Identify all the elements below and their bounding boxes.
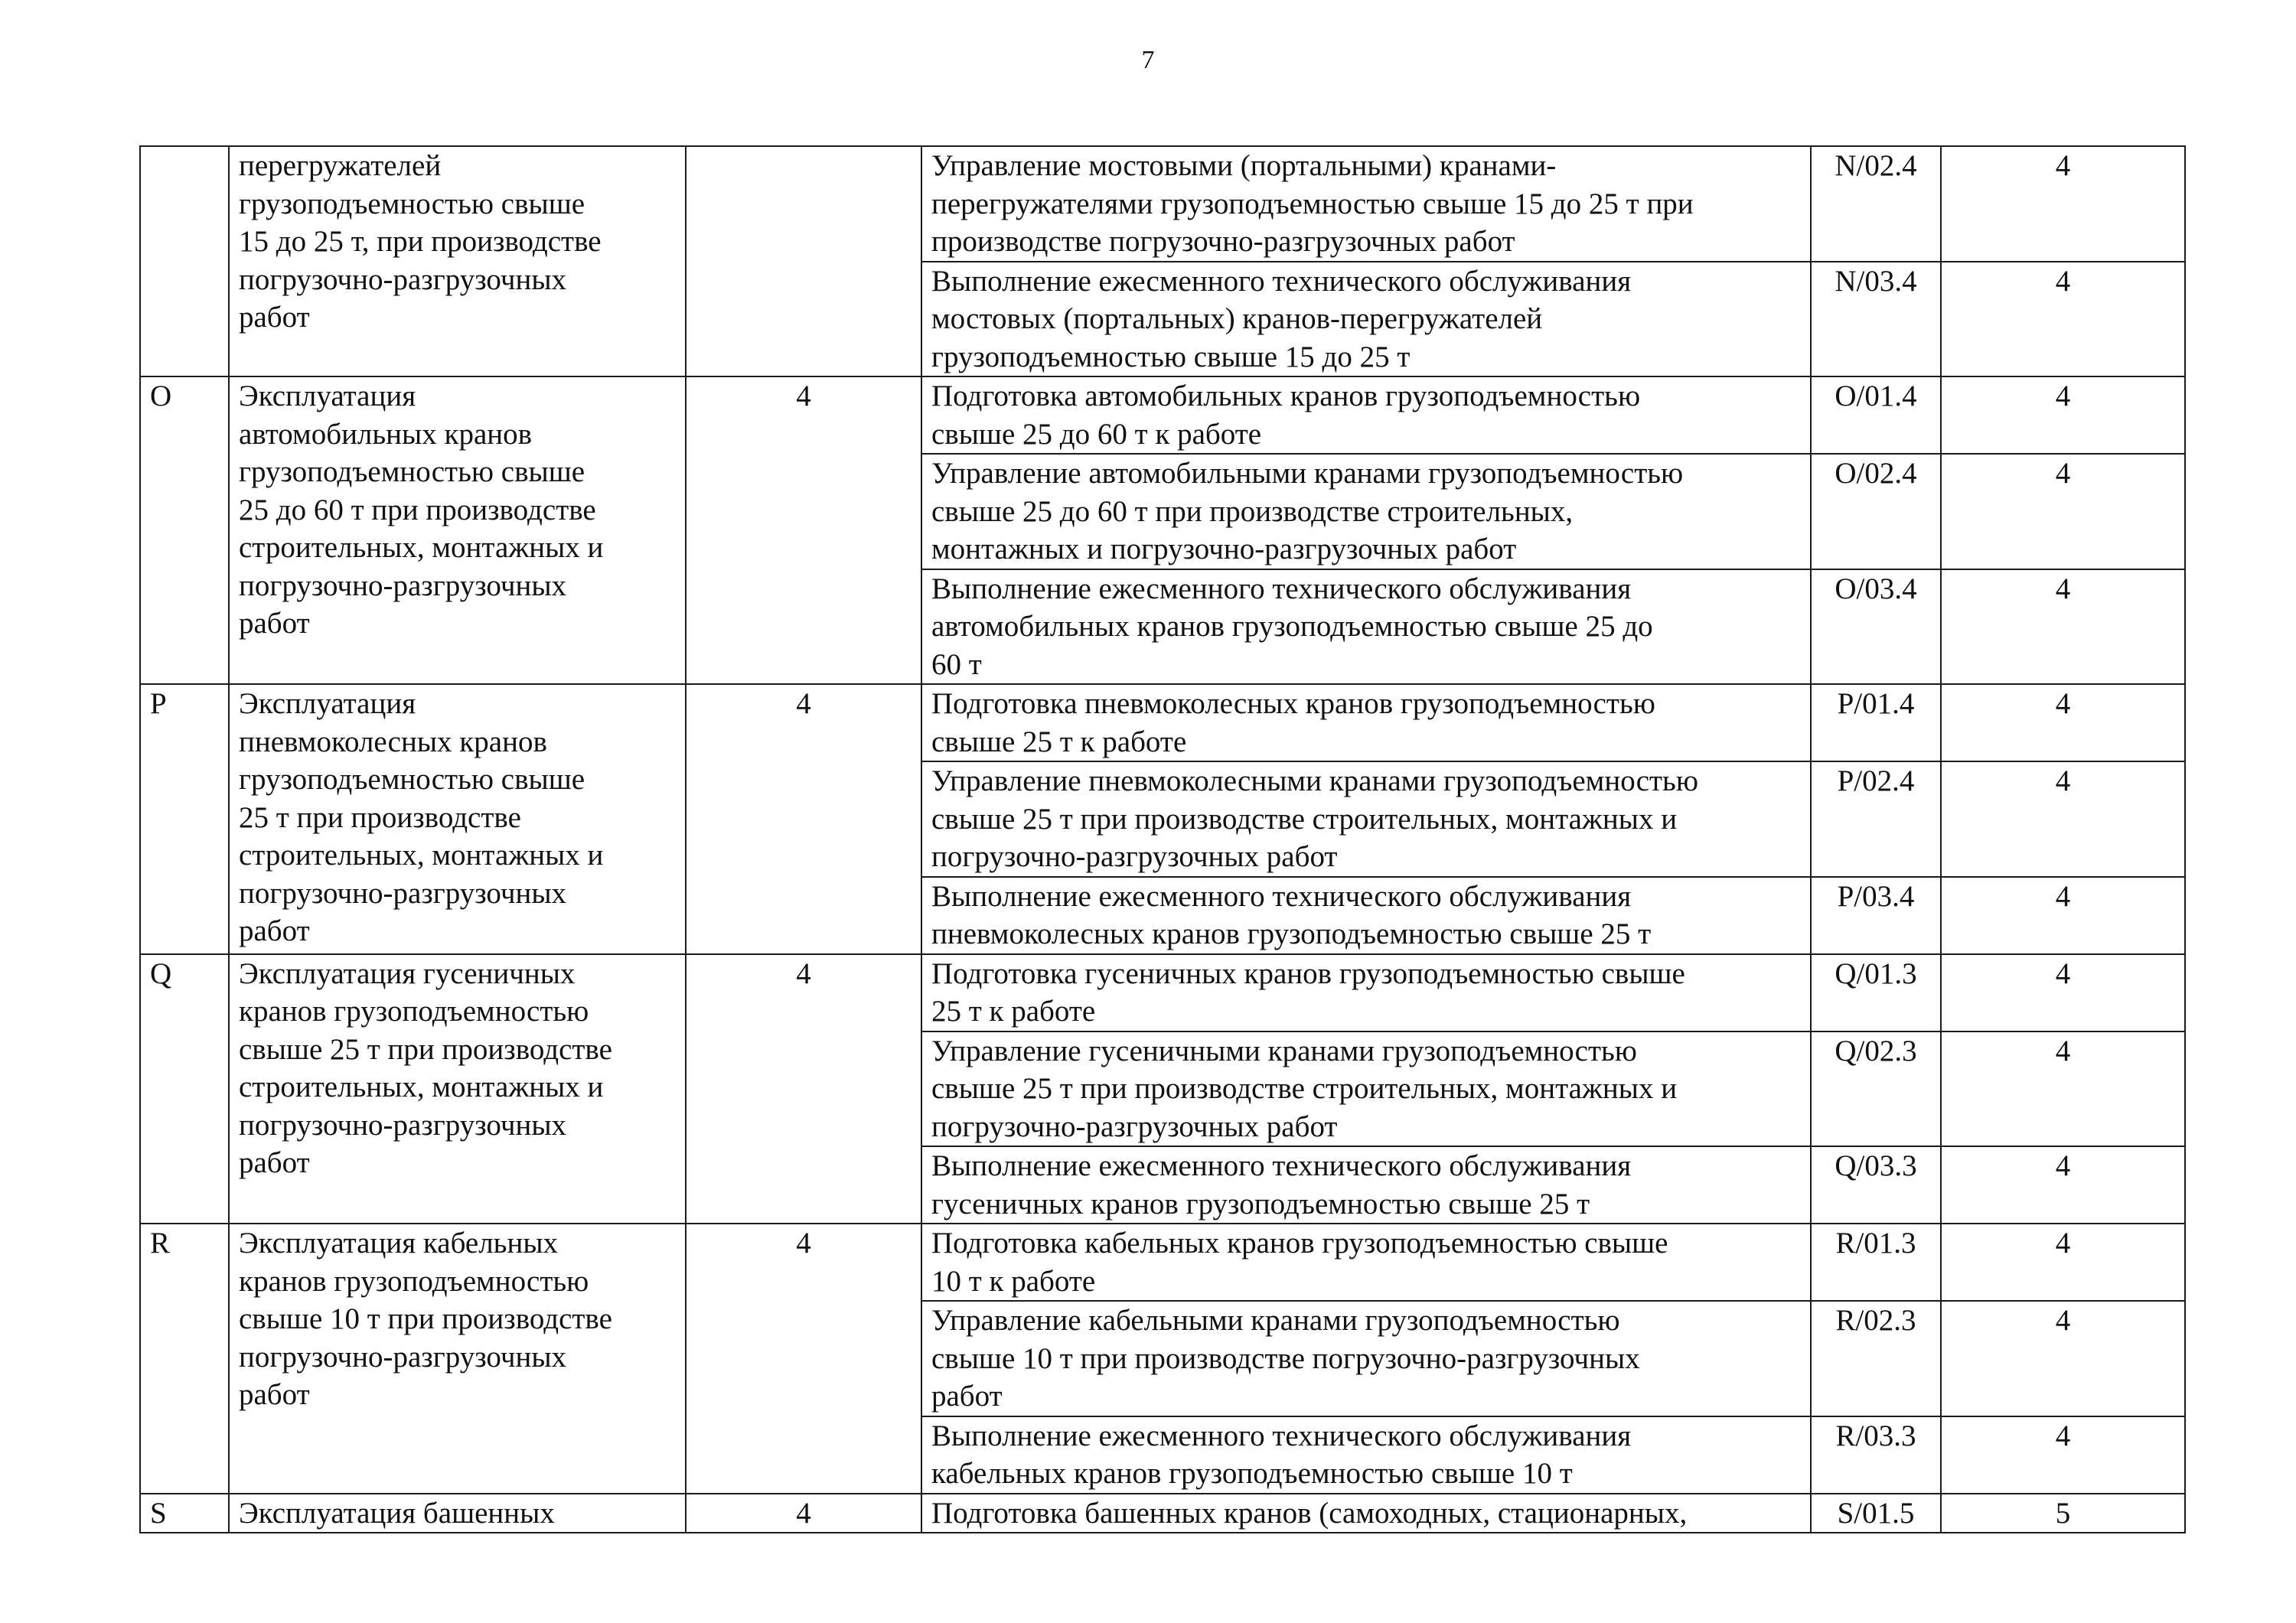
labor-function-code: Q/01.3 xyxy=(1811,954,1941,1031)
generalized-function-name: Эксплуатация башенных xyxy=(229,1494,686,1533)
labor-function-code: P/03.4 xyxy=(1811,877,1941,954)
table-row xyxy=(140,1224,2185,1301)
labor-function-name: Выполнение ежесменного технического обслуживания кабельных кранов грузоподъемностью свыше 10 т xyxy=(921,1416,1811,1494)
qualification-level: 4 xyxy=(686,376,921,684)
labor-function-name: Подготовка башенных кранов (самоходных, стационарных, xyxy=(921,1494,1811,1533)
generalized-function-name: Эксплуатация пневмоколесных кранов грузоподъемностью свыше 25 т при производстве строительных, монтажных и погрузочно-разгрузочных работ xyxy=(229,684,686,954)
labor-function-code: S/01.5 xyxy=(1811,1494,1941,1533)
labor-function-name: Управление мостовыми (портальными) кранами- перегружателями грузоподъемностью свыше 15 до 25 т при производстве погрузочно-разгрузочных работ xyxy=(921,146,1811,262)
generalized-function-code: S xyxy=(140,1494,229,1533)
generalized-function-code xyxy=(140,146,229,376)
sublevel-qualification: 4 xyxy=(1941,454,2185,569)
labor-function-name: Управление гусеничными кранами грузоподъемностью свыше 25 т при производстве строительных, монтажных и погрузочно-разгрузочных работ xyxy=(921,1031,1811,1147)
labor-function-code: R/03.3 xyxy=(1811,1416,1941,1494)
table-row xyxy=(140,954,2185,1031)
labor-function-name: Управление автомобильными кранами грузоподъемностью свыше 25 до 60 т при производстве строительных, монтажных и погрузочно-разгрузочных работ xyxy=(921,454,1811,569)
table-row xyxy=(140,684,2185,761)
labor-function-name: Выполнение ежесменного технического обслуживания автомобильных кранов грузоподъемностью свыше 25 до 60 т xyxy=(921,569,1811,685)
sublevel-qualification: 4 xyxy=(1941,1146,2185,1224)
generalized-function-name: Эксплуатация кабельных кранов грузоподъемностью свыше 10 т при производстве погрузочно-разгрузочных работ xyxy=(229,1224,686,1494)
labor-function-code: N/03.4 xyxy=(1811,262,1941,377)
labor-function-name: Подготовка автомобильных кранов грузоподъемностью свыше 25 до 60 т к работе xyxy=(921,376,1811,454)
table-row xyxy=(140,146,2185,262)
labor-function-name: Подготовка гусеничных кранов грузоподъемностью свыше 25 т к работе xyxy=(921,954,1811,1031)
qualification-level: 4 xyxy=(686,684,921,954)
sublevel-qualification: 4 xyxy=(1941,877,2185,954)
labor-function-name: Выполнение ежесменного технического обслуживания пневмоколесных кранов грузоподъемностью свыше 25 т xyxy=(921,877,1811,954)
labor-function-code: Q/02.3 xyxy=(1811,1031,1941,1147)
sublevel-qualification: 4 xyxy=(1941,146,2185,262)
generalized-function-code: R xyxy=(140,1224,229,1494)
labor-function-name: Управление кабельными кранами грузоподъемностью свыше 10 т при производстве погрузочно-разгрузочных работ xyxy=(921,1301,1811,1416)
table-row xyxy=(140,376,2185,454)
qualification-level: 4 xyxy=(686,1494,921,1533)
qualification-level xyxy=(686,146,921,376)
labor-function-code: Q/03.3 xyxy=(1811,1146,1941,1224)
sublevel-qualification: 4 xyxy=(1941,684,2185,761)
page-number: 7 xyxy=(1141,46,1155,74)
labor-function-code: R/01.3 xyxy=(1811,1224,1941,1301)
functions-table xyxy=(139,145,2186,1533)
labor-function-code: O/02.4 xyxy=(1811,454,1941,569)
qualification-level: 4 xyxy=(686,1224,921,1494)
labor-function-name: Управление пневмоколесными кранами грузоподъемностью свыше 25 т при производстве строительных, монтажных и погрузочно-разгрузочных работ xyxy=(921,761,1811,877)
qualification-level: 4 xyxy=(686,954,921,1224)
labor-function-code: O/01.4 xyxy=(1811,376,1941,454)
labor-function-name: Подготовка кабельных кранов грузоподъемностью свыше 10 т к работе xyxy=(921,1224,1811,1301)
sublevel-qualification: 4 xyxy=(1941,262,2185,377)
generalized-function-code: Q xyxy=(140,954,229,1224)
generalized-function-code: O xyxy=(140,376,229,684)
sublevel-qualification: 4 xyxy=(1941,569,2185,685)
generalized-function-name: Эксплуатация автомобильных кранов грузоподъемностью свыше 25 до 60 т при производстве строительных, монтажных и погрузочно-разгрузочных работ xyxy=(229,376,686,684)
sublevel-qualification: 4 xyxy=(1941,954,2185,1031)
generalized-function-name: перегружателей грузоподъемностью свыше 15 до 25 т, при производстве погрузочно-разгрузочных работ xyxy=(229,146,686,376)
sublevel-qualification: 4 xyxy=(1941,1224,2185,1301)
generalized-function-code: P xyxy=(140,684,229,954)
labor-function-code: N/02.4 xyxy=(1811,146,1941,262)
table-row xyxy=(140,1494,2185,1533)
labor-function-code: R/02.3 xyxy=(1811,1301,1941,1416)
sublevel-qualification: 4 xyxy=(1941,1416,2185,1494)
labor-function-name: Подготовка пневмоколесных кранов грузоподъемностью свыше 25 т к работе xyxy=(921,684,1811,761)
labor-function-code: O/03.4 xyxy=(1811,569,1941,685)
sublevel-qualification: 4 xyxy=(1941,1301,2185,1416)
labor-function-name: Выполнение ежесменного технического обслуживания мостовых (портальных) кранов-перегружателей грузоподъемностью свыше 15 до 25 т xyxy=(921,262,1811,377)
generalized-function-name: Эксплуатация гусеничных кранов грузоподъемностью свыше 25 т при производстве строительных, монтажных и погрузочно-разгрузочных работ xyxy=(229,954,686,1224)
sublevel-qualification: 5 xyxy=(1941,1494,2185,1533)
sublevel-qualification: 4 xyxy=(1941,1031,2185,1147)
labor-function-code: P/02.4 xyxy=(1811,761,1941,877)
sublevel-qualification: 4 xyxy=(1941,376,2185,454)
sublevel-qualification: 4 xyxy=(1941,761,2185,877)
labor-function-code: P/01.4 xyxy=(1811,684,1941,761)
labor-function-name: Выполнение ежесменного технического обслуживания гусеничных кранов грузоподъемностью свыше 25 т xyxy=(921,1146,1811,1224)
